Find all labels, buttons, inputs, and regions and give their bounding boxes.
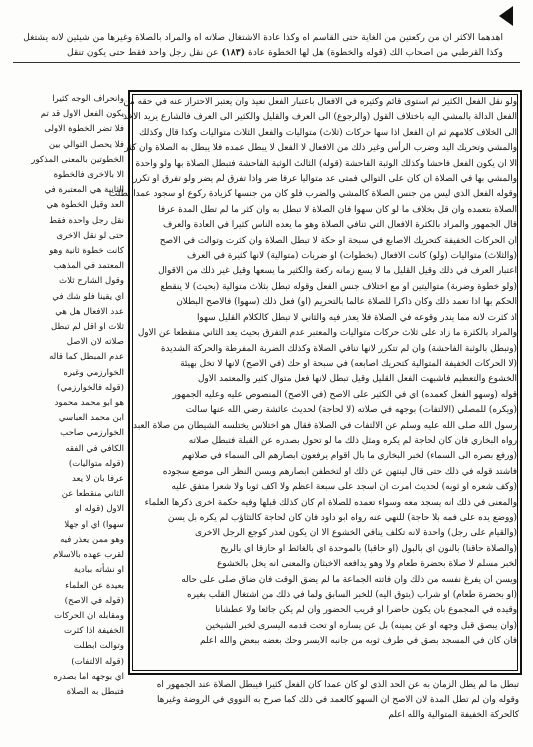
header-rule: [13, 62, 520, 63]
header-line-2: [14, 45, 503, 60]
margin-text-line: الخوارزمي صاحب: [60, 428, 124, 439]
margin-text-line: فلا يحصل التوالي بين: [48, 139, 124, 150]
margin-text-line: العد وقيل الخطوة هي: [46, 200, 124, 211]
page-corner-marker-icon: [499, 6, 513, 26]
margin-text-line: ومقابله ان الحركات: [54, 610, 124, 621]
main-text-line: ولو نقل الفعل الكثير ثم استوى قائم وكثيره في الافعال باعتبار الفعل نعيذ وان يعتبر الاحتراز عنه في حقه من: [123, 97, 517, 107]
main-text-line: والمراد بالكثرة ما زاد على ثلاث حركات متواليات والمعتبر عدم التفرق بحيث يعد الثاني منقطعا عن الاول: [137, 328, 517, 339]
footer-text-line: وقوله وان لم تطل المدة لان الاصح ان السهو كالعمد في ذلك كما صرح به النووي في الروضة وغيرها: [157, 695, 519, 705]
main-text-line: قوله (وسهو الفعل كعمده) اي في الكثير على الاصح (في الاصح) المنصوص عليه وعليه الجمهور: [172, 389, 517, 400]
margin-text-line: كانت خطوة ثانية وهو: [49, 246, 124, 257]
main-text-line: الحكم بها اذا تعمد ذلك وكان ذاكرا للصلاة عالما بالتحريم (او) فعل ذلك (سهوا) فالاصح البطلان: [176, 297, 517, 308]
margin-text-line: الخفيفة اذا كثرت: [63, 626, 124, 637]
main-text-line: وقيده في المجموع بان يكون حاضرا او قريب الحضور وان لم يكن جائعا ولا عطشانا: [215, 605, 517, 616]
margin-text-line: سهوا) اي او جهلا: [64, 519, 124, 530]
margin-text-line: عدد الافعال هل هي: [55, 306, 124, 317]
main-text-line: لخبر مسلم لا صلاة بحضرة طعام ولا وهو يدافعه الاخبثان والمعنى انه يخل بالخشوع: [216, 559, 517, 570]
main-text-line: وقوله الفعل الذي ليس من جنس الصلاة كالمشي والضرب فلو كان من جنسها كزيادة ركوع او سجود عمدا بطلت: [108, 189, 517, 200]
margin-text-line: (قوله فالخوارزمي): [57, 382, 124, 393]
main-text-line: الفعل الدالة بالمشي اليه باختلاف القول (والرجوع) الى العرف والقليل والكثير الى العرف فالشارع يريد الاخذ: [123, 112, 517, 123]
margin-commentary: [6, 92, 124, 697]
main-text-line: فاشتد قوله في ذلك حتى قال لينتهن عن ذلك او لتخطفن ابصارهم ويسن النظر الى موضع سجوده: [162, 466, 517, 477]
footer-commentary: [14, 678, 519, 723]
page-number: (١٨٣): [221, 47, 246, 58]
header-line-2-text: وكذا القرطبي من اصحاب الك (قوله والخطوة) هل لها الخطوة عادة: [248, 47, 503, 58]
main-text-line: فان كان في المسجد بصق في طرف ثوبه من جانبه الايسر وحك بعضه ببعض والله اعلم: [199, 636, 517, 647]
margin-text-line: اي بوجهه اما بصدره: [53, 671, 124, 682]
main-text-line: رسول الله صلى الله عليه وسلم عن الالتفات في الصلاة فقال هو اختلاس يختلسه الشيطان من صلاة العبد: [133, 420, 517, 431]
main-text-line: والمشي وتحريك اليد وضرب الرأس وغير ذلك من الافعال لا الفعل لا يبطل عمده فلا يبطل به الصلاة وان كثر: [124, 143, 517, 154]
margin-text-line: الخطوتين بالمعنى المذكور: [31, 154, 124, 165]
main-text-line: اذ كثرت لانه مما يندر وقوعه في الصلاة فلا يعذر فيه والثاني لا تبطل كالكلام القليل سهوا: [196, 312, 517, 323]
main-text-line: والمعنى في ذلك انه يسجد معه وسواء تعمده للصلاة ام كان كذلك قبلها وفيه حكمة اخرى ذكرها العلماء: [144, 497, 517, 508]
footer-text-line: تبطل ما لم يطل الزمان به عن الحد الذي لو كان عمدا كان الفعل كثيرا فيبطل الصلاة عند الجمهور اه: [156, 680, 519, 690]
margin-text-line: فتبطل به الصلاة: [66, 686, 124, 697]
main-text-line: (او بحضرة طعام) او شراب (يتوق اليه) للخبر السابق ولما في ذلك من اشتغال القلب بغيره: [186, 590, 517, 600]
margin-text-line: وهو ممن يعذر فيه: [60, 534, 124, 545]
main-text-line: الا ان يكون الفعل فاحشا وكذلك الوثبة الفاحشة (قوله) الثالث الوثبة الفاحشة فتبطل الصلاة بها ولو واحدة: [135, 158, 517, 169]
main-text-line: (لا الحركات الخفيفة المتوالية كتحريك اصابعه) في سبحة او حك (في الاصح) لانها لا تخل بهيئة: [180, 358, 517, 369]
margin-text-line: الاول (قوله او: [75, 504, 124, 515]
main-text-line: (والثلاث) متواليات (ولو) كانت الافعال (بخطوات) او ضربات (متوالية) لانها كثيرة في العرف: [186, 251, 517, 262]
footer-text-line: كالحركة الخفيفة المتوالية والله اعلم: [388, 710, 519, 720]
main-text-line: الى الخلاف كلامهم ثم ان الفعل اذا سها حركات (ثلاث) متواليات والفعل الثلاث متواليات وكذا قال وكذلك: [139, 127, 517, 138]
margin-text-line: الثانية هي المعتبرة في: [44, 185, 124, 196]
main-text-line: ان الحركات الخفيفة كتحريك الاصابع في سبحة او حكة لا تبطل الصلاة وان كثرت وتوالت في الاصح: [159, 235, 517, 246]
header-line-1: اهدهما الاكثر ان من ركعتين من الغاية حتى القاسم اه وكذا عادة الاشتغال صلاته اه والمراد بالصلاة وغيرها من شيئين لانه يشتغل: [23, 32, 503, 43]
main-text-line: الصلاة بتعمده وان قل بخلاف ما لو كان سهوا فان الصلاة لا تبطل به وان كثر ما لم تطل المدة عرفا: [158, 204, 517, 215]
main-text-line: (وتبطل بالوثبة الفاحشة) وان لم تتكرر لانها تنافي الصلاة وكذلك الضربة المفرطة والحركة الشديدة: [160, 343, 517, 354]
main-text-line: قال الجمهور والمراد بالكثرة الافعال التي تنافي الصلاة وهو ما يعده الناس كثيرا في العادة والعرف: [163, 220, 517, 231]
margin-text-line: فلا تضر الخطوة الاولى: [44, 124, 124, 135]
margin-text-line: المعتمد في المذهب: [53, 261, 124, 272]
main-text-line: (ويكره) للمصلي (الالتفات) بوجهه في صلاته (لا لحاجة) لحديث عائشة رضي الله عنها سالت: [185, 405, 517, 416]
main-text-line: (ووضع يده على فمه بلا حاجة) للنهي عنه رواه ابو داود فان كان لحاجة كالتثاؤب لم يكره بل يسن: [167, 512, 517, 523]
main-text-block: [108, 95, 517, 670]
margin-text-line: هو ابو محمد محمود: [54, 398, 124, 409]
margin-text-line: عرفا بان لا يعد: [71, 474, 124, 485]
margin-text-line: حتى لو نقل الاخرى: [56, 230, 124, 241]
margin-text-line: (قوله متواليات): [68, 458, 124, 469]
main-text-line: الخشوع والتعظيم فاشبهت الفعل القليل وقيل تبطل لانها فعل متوال كثير والمعتمد الاول: [197, 374, 517, 385]
main-text-line: (وان يبصق قبل وجهه او عن يمينه) بل عن يساره او تحت قدمه اليسرى لخبر الشيخين: [205, 620, 517, 631]
margin-text-line: نقل رجل واحدة فقط: [49, 215, 124, 226]
margin-text-line: ابن محمد العباسي: [58, 413, 124, 424]
main-text-line: والمشي بها في الصلاة ان كان على التوالي فمتى عد متواليا عرفا ضر واذا تفرق لم يضر ولو تفرق او تكرر: [133, 174, 517, 185]
margin-text-line: عدم المبطل كما قاله: [49, 352, 124, 363]
margin-text-line: وتوالت ابطلت: [73, 641, 124, 652]
margin-text-line: الثاني منقطعا عن: [61, 489, 124, 500]
margin-text-line: بعيدة عن العلماء: [65, 580, 124, 591]
margin-text-line: اي يقينا فلو شك في: [52, 291, 124, 302]
main-text-line: (وكف شعره او ثوبه) لحديث امرت ان اسجد على سبعة اعظم ولا اكف ثوبا ولا شعرا متفق عليه: [171, 482, 517, 493]
margin-text-line: وانحراف الوجه كثيرا: [52, 94, 124, 104]
main-text-line: (ورفع بصره الى السماء) لخبر البخاري ما بال اقوام يرفعون ابصارهم الى السماء في صلاتهم: [182, 451, 517, 462]
main-text-line: (والصلاة حاقنا) بالنون اي بالبول (او حاقبا) بالموحدة اي بالغائط او حازقا اي بالريح: [220, 543, 517, 554]
main-text-line: رواه البخاري فان كان لحاجة لم يكره ومثل ذلك ما لو تحول بصدره عن القبلة فتبطل صلاته: [188, 435, 517, 446]
main-text-line: ويسن ان يفرغ نفسه من ذلك وان فاتته الجماعة ما لم يضق الوقت فان ضاق صلى على حاله: [181, 574, 517, 585]
margin-text-line: صلاته لان الاصل: [66, 337, 124, 348]
main-text-line: (والقيام على رجل) واحدة لانه تكلف ينافي الخشوع الا ان يكون لعذر كوجع الرجل الاخرى: [195, 528, 517, 539]
margin-text-line: ثلاث او اقل لم تبطل: [51, 322, 124, 333]
margin-text-line: الا بالاخرى فالخطوة: [53, 170, 124, 181]
margin-text-line: يكون الفعل الاول قد تم: [40, 109, 124, 120]
margin-text-line: (قوله في الاصح): [64, 595, 124, 606]
main-text-line: (ولو خطوة وضربة) متواليتين او مع اختلاف جنس الفعل وقوله تبطل بثلاث متوالية (بحيث) لا ينقطع: [160, 281, 517, 292]
main-text-line: اعتبار العرف في ذلك وقيل القليل ما لا يسع زمانه ركعة والكثير ما يسعها وقيل غير ذلك من الاقوال: [158, 266, 517, 277]
margin-text-line: لقرب عهده بالاسلام: [53, 550, 124, 561]
margin-text-line: الخوارزمي وغيره: [63, 367, 124, 378]
header-line-2-tail: عن نقل رجل واحد فقط حتى يكون تنقل: [67, 47, 219, 58]
margin-text-line: وقول الشارح ثلاث: [58, 276, 124, 287]
margin-text-line: او نشأته ببادية: [73, 565, 124, 576]
margin-text-line: الكافي في الفقه: [65, 443, 124, 454]
margin-text-line: (قوله الالتفات): [71, 656, 124, 667]
page-header: [14, 30, 503, 60]
